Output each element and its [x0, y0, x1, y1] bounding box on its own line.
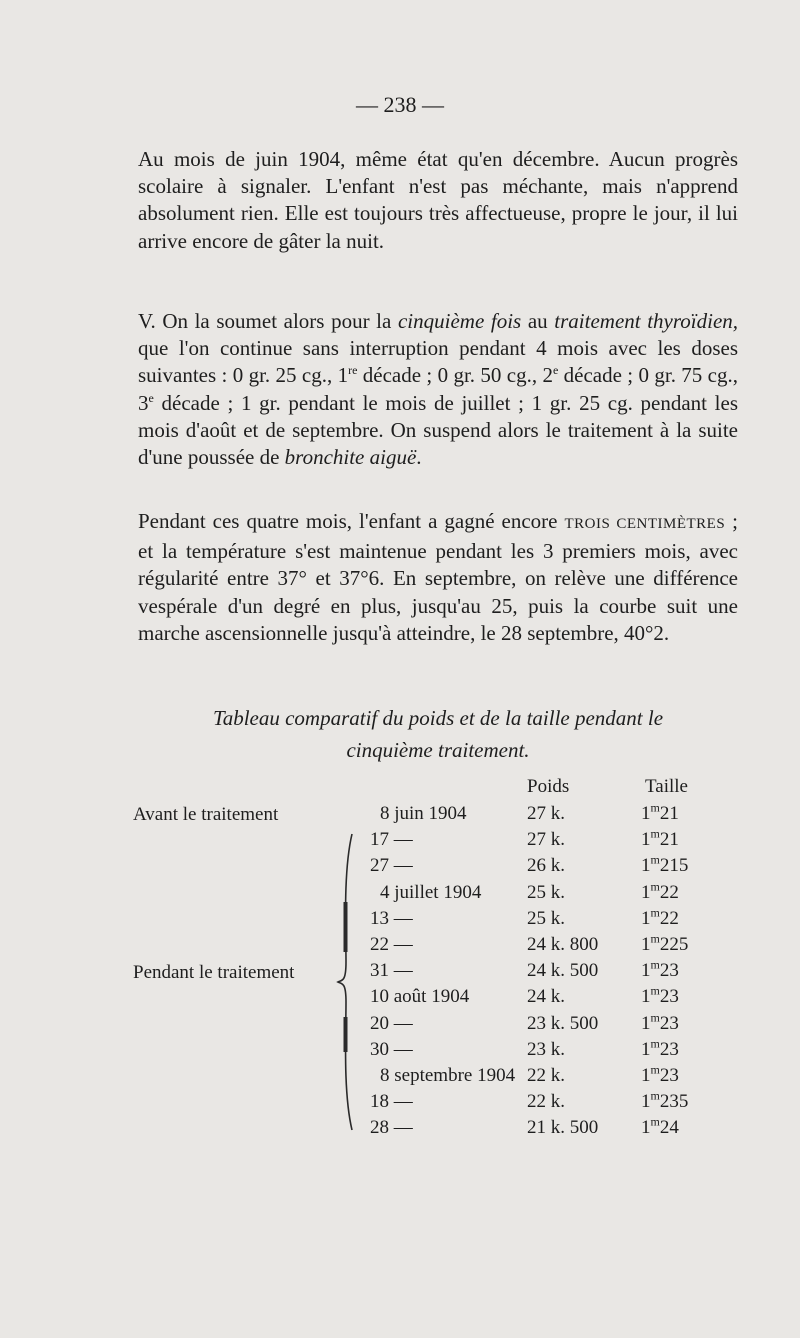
row-taille: 1$^m$225 — [641, 931, 689, 955]
row-date: 30 — — [370, 1038, 413, 1060]
row-poids: 23 k. — [527, 1038, 565, 1060]
row-date: 20 — — [370, 1012, 413, 1034]
table-row — [0, 1088, 800, 1117]
row-date: 18 — — [370, 1091, 413, 1113]
table-row — [0, 931, 800, 960]
paragraph-2: V. On la soumet alors pour la cinquième fois au traitement thyroïdien, que l'on continue sans interruption pendant 4 mois avec les doses suivantes : 0 gr. 25 cg., 1re décade ; 0 gr. 50 cg., 2e décade ; 0 gr. 75 cg., 3e décade ; 1 gr. pendant le mois de juillet ; 1 gr. 25 cg. pendant les mois d'août et de septembre. On suspend alors le traitement à la suite d'une poussée de bronchite aiguë. — [138, 309, 739, 470]
row-poids: 23 k. 500 — [527, 1012, 599, 1034]
row-taille: 1$^m$23 — [641, 1010, 679, 1034]
row-taille: 1$^m$215 — [641, 853, 689, 877]
row-poids: 24 k. 800 — [527, 934, 599, 955]
table-row — [0, 826, 800, 855]
row-taille: 1$^m$23 — [641, 984, 679, 1008]
header-taille: Taille — [645, 776, 688, 797]
row-date: 22 — — [370, 934, 413, 955]
row-date: 13 — — [370, 907, 413, 929]
row-date: 8 juin 1904 — [380, 803, 467, 824]
table-caption: Tableau comparatif du poids et de la taille pendant le cinquième traitement. — [212, 706, 664, 762]
row-taille: 1$^m$24 — [641, 1115, 679, 1139]
row-poids: 21 k. 500 — [527, 1117, 599, 1139]
row-date: 10 août 1904 — [370, 986, 470, 1008]
group-label-during: Pendant le traitement — [133, 962, 295, 983]
row-date: 28 — — [370, 1117, 413, 1139]
row-poids: 27 k. — [527, 829, 565, 851]
row-date: 4 juillet 1904 — [380, 881, 482, 903]
table-row — [0, 1117, 800, 1143]
table-row — [0, 1062, 800, 1091]
row-taille: 1$^m$23 — [641, 957, 679, 982]
table-row — [0, 905, 800, 934]
row-date: 27 — — [370, 855, 413, 877]
row-taille: 1$^m$21 — [641, 800, 679, 824]
table-row — [0, 879, 800, 908]
table-row — [0, 1010, 800, 1039]
table-row — [0, 957, 800, 986]
row-taille: 1$^m$23 — [641, 1036, 679, 1060]
row-taille: 1$^m$23 — [641, 1062, 679, 1086]
table-row — [0, 986, 800, 1012]
row-poids: 22 k. — [527, 1091, 565, 1113]
row-taille: 1$^m$235 — [641, 1088, 689, 1113]
row-taille: 1$^m$22 — [641, 879, 679, 903]
page-number: — 238 — — [356, 92, 444, 117]
row-poids: 27 k. — [527, 803, 565, 824]
row-poids: 24 k. — [527, 986, 565, 1008]
row-date: 8 septembre 1904 — [380, 1065, 516, 1086]
group-label-before: Avant le traitement — [133, 804, 279, 825]
row-poids: 24 k. 500 — [527, 960, 599, 982]
row-poids: 25 k. — [527, 907, 565, 929]
table-row — [0, 800, 800, 829]
row-date: 17 — — [370, 829, 413, 851]
header-poids: Poids — [527, 776, 570, 797]
row-taille: 1$^m$22 — [641, 905, 679, 929]
paragraph-1: Au mois de juin 1904, même état qu'en décembre. Aucun progrès scolaire à signaler. L'enfant n'est pas méchante, mais n'apprend absolument rien. Elle est toujours très affectueuse, propre le jour, il lui arrive encore de gâter la nuit. — [138, 147, 738, 253]
table-row — [0, 1036, 800, 1065]
row-date: 31 — — [370, 960, 413, 982]
row-poids: 22 k. — [527, 1065, 565, 1086]
row-poids: 25 k. — [527, 881, 565, 903]
paragraph-3: Pendant ces quatre mois, l'enfant a gagné encore TROIS CENTIMÈTRES ; et la température s'est maintenue pendant les 3 premiers mois, avec régularité entre 37° et 37°6. En septembre, on relève une différence vespérale d'un degré en plus, jusqu'au 25, puis la courbe suit une marche ascensionnelle jusqu'à atteindre, le 28 septembre, 40°2. — [138, 509, 739, 645]
table-row — [0, 855, 800, 881]
row-taille: 1$^m$21 — [641, 826, 679, 851]
row-poids: 26 k. — [527, 855, 565, 877]
